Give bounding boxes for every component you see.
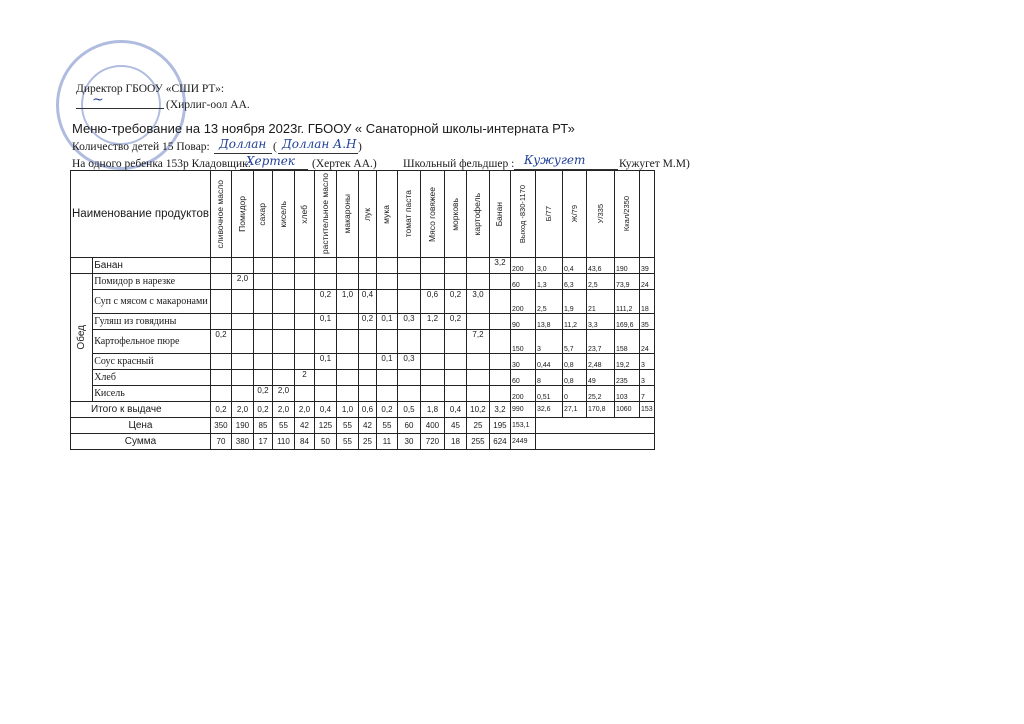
total-nutrition-cell: 153 <box>639 402 654 418</box>
product-quantity-cell <box>466 370 489 386</box>
product-quantity-cell <box>272 314 294 330</box>
nutrition-column-label: Выход -830-1170 <box>518 184 528 244</box>
nutrition-column-label: Ккал/2350 <box>622 196 632 232</box>
nutrition-value-cell: 30 <box>510 354 535 370</box>
price-value-cell: 55 <box>272 418 294 434</box>
product-quantity-cell <box>231 330 253 354</box>
nutrition-column-header <box>510 171 535 258</box>
product-quantity-cell <box>231 370 253 386</box>
sum-value-cell: 55 <box>336 434 358 450</box>
product-column-label: морковь <box>449 197 460 231</box>
product-column-label: Банан <box>494 201 505 227</box>
product-quantity-cell <box>231 258 253 274</box>
row-spacer-cell <box>71 258 93 274</box>
product-quantity-cell <box>253 370 272 386</box>
product-quantity-cell <box>314 258 336 274</box>
nutrition-value-cell: 90 <box>510 314 535 330</box>
sum-value-cell: 255 <box>466 434 489 450</box>
nutrition-value-cell: 24 <box>639 274 654 290</box>
dish-name: Соус красный <box>93 354 211 370</box>
nutrition-value-cell: 0,8 <box>562 370 586 386</box>
product-column-label: томат паста <box>403 190 414 238</box>
nutrition-column-header <box>562 171 586 258</box>
table-row <box>71 274 655 290</box>
product-column-label: макароны <box>341 194 352 234</box>
product-quantity-cell <box>420 258 444 274</box>
price-value-cell: 400 <box>420 418 444 434</box>
product-quantity-cell <box>210 290 231 314</box>
dish-name: Хлеб <box>93 370 211 386</box>
nutrition-value-cell: 43,6 <box>586 258 614 274</box>
nutrition-value-cell: 111,2 <box>614 290 639 314</box>
menu-table <box>70 170 655 450</box>
product-column-label: хлеб <box>298 204 309 224</box>
product-quantity-cell <box>294 290 314 314</box>
page-title: Меню-требование на 13 ноября 2023г. ГБООУ « Санаторной школы-интерната РТ» <box>72 121 575 136</box>
product-quantity-cell <box>231 386 253 402</box>
product-quantity-cell <box>294 354 314 370</box>
nutrition-column-header <box>535 171 562 258</box>
product-column-label: сливочное масло <box>215 179 226 249</box>
sum-value-cell: 720 <box>420 434 444 450</box>
nutrition-value-cell: 24 <box>639 330 654 354</box>
sum-row <box>71 434 655 450</box>
product-quantity-cell <box>336 314 358 330</box>
product-quantity-cell <box>358 330 376 354</box>
product-quantity-cell <box>420 274 444 290</box>
price-value-cell: 60 <box>397 418 420 434</box>
price-value-cell: 42 <box>294 418 314 434</box>
product-column-header <box>444 171 466 258</box>
product-quantity-cell <box>358 258 376 274</box>
nutrition-value-cell: 60 <box>510 370 535 386</box>
price-value-cell: 85 <box>253 418 272 434</box>
product-quantity-cell <box>358 370 376 386</box>
nutrition-column-label: У/335 <box>595 204 605 224</box>
total-nutrition-cell: 32,6 <box>535 402 562 418</box>
nutrition-value-cell: 35 <box>639 314 654 330</box>
nutrition-column-header <box>614 171 639 258</box>
product-quantity-cell: 0,3 <box>397 314 420 330</box>
sum-extra-cell: 2449 <box>510 434 535 450</box>
price-empty-cell <box>535 418 654 434</box>
product-quantity-cell <box>314 370 336 386</box>
price-value-cell: 190 <box>231 418 253 434</box>
nutrition-value-cell: 200 <box>510 258 535 274</box>
product-quantity-cell <box>466 258 489 274</box>
dish-name: Банан <box>93 258 211 274</box>
sum-value-cell: 25 <box>358 434 376 450</box>
nutrition-value-cell: 158 <box>614 330 639 354</box>
table-row <box>71 290 655 314</box>
price-value-cell: 55 <box>376 418 397 434</box>
product-quantity-cell <box>272 258 294 274</box>
product-quantity-cell: 0,2 <box>444 314 466 330</box>
price-label: Цена <box>71 418 211 434</box>
nutrition-column-label: Ж/79 <box>569 205 579 223</box>
product-column-header <box>397 171 420 258</box>
nutrition-value-cell: 3,0 <box>535 258 562 274</box>
product-quantity-cell <box>397 258 420 274</box>
nutrition-value-cell: 11,2 <box>562 314 586 330</box>
dish-name: Картофельное пюре <box>93 330 211 354</box>
product-quantity-cell <box>358 354 376 370</box>
nutrition-value-cell: 0,4 <box>562 258 586 274</box>
product-column-header <box>466 171 489 258</box>
price-value-cell: 45 <box>444 418 466 434</box>
nutrition-value-cell: 19,2 <box>614 354 639 370</box>
product-quantity-cell <box>376 274 397 290</box>
nutrition-value-cell: 8 <box>535 370 562 386</box>
nutrition-value-cell: 2,5 <box>586 274 614 290</box>
total-label: Итого к выдаче <box>71 402 211 418</box>
sum-value-cell: 30 <box>397 434 420 450</box>
per-child-label: На одного ребенка 153р Кладовщик: <box>72 158 251 170</box>
product-quantity-cell: 2,0 <box>231 274 253 290</box>
nutrition-value-cell: 13,8 <box>535 314 562 330</box>
product-quantity-cell <box>397 290 420 314</box>
product-quantity-cell <box>466 314 489 330</box>
product-quantity-cell: 0,2 <box>444 290 466 314</box>
sum-label: Сумма <box>71 434 211 450</box>
price-row <box>71 418 655 434</box>
product-quantity-cell <box>314 330 336 354</box>
sum-value-cell: 624 <box>489 434 510 450</box>
product-quantity-cell <box>420 354 444 370</box>
medic-name: Кужугет М.М) <box>619 158 690 170</box>
nutrition-value-cell: 1,9 <box>562 290 586 314</box>
total-value-cell: 0,2 <box>253 402 272 418</box>
product-column-header <box>489 171 510 258</box>
product-column-header <box>253 171 272 258</box>
nutrition-column-header <box>586 171 614 258</box>
product-quantity-cell <box>210 258 231 274</box>
total-value-cell: 0,4 <box>314 402 336 418</box>
price-value-cell: 55 <box>336 418 358 434</box>
nutrition-value-cell: 39 <box>639 258 654 274</box>
table-row <box>71 258 655 274</box>
nutrition-value-cell: 5,7 <box>562 330 586 354</box>
product-quantity-cell <box>376 386 397 402</box>
product-quantity-cell: 1,2 <box>420 314 444 330</box>
product-quantity-cell: 0,4 <box>358 290 376 314</box>
price-value-cell: 42 <box>358 418 376 434</box>
total-value-cell: 0,4 <box>444 402 466 418</box>
sum-value-cell: 17 <box>253 434 272 450</box>
product-column-label: мука <box>381 204 392 224</box>
product-column-label: растительное масло <box>319 173 330 255</box>
product-quantity-cell: 0,2 <box>314 290 336 314</box>
director-signature-line <box>76 108 164 109</box>
product-quantity-cell: 0,1 <box>376 354 397 370</box>
children-count-label: Количество детей 15 Повар: <box>72 141 210 153</box>
product-column-header <box>358 171 376 258</box>
storekeeper-name: (Хертек АА.) <box>312 158 377 170</box>
director-signature: ~ <box>92 92 104 108</box>
product-quantity-cell <box>444 370 466 386</box>
nutrition-value-cell: 7 <box>639 386 654 402</box>
product-quantity-cell <box>489 290 510 314</box>
product-quantity-cell <box>253 330 272 354</box>
sum-value-cell: 70 <box>210 434 231 450</box>
nutrition-value-cell: 2,5 <box>535 290 562 314</box>
product-column-header <box>314 171 336 258</box>
nutrition-value-cell: 2,48 <box>586 354 614 370</box>
product-quantity-cell <box>294 386 314 402</box>
product-quantity-cell: 7,2 <box>466 330 489 354</box>
medic-signature: Кужугет <box>524 153 586 167</box>
product-quantity-cell <box>376 370 397 386</box>
nutrition-column-header <box>639 171 654 258</box>
nutrition-value-cell: 190 <box>614 258 639 274</box>
product-quantity-cell <box>376 330 397 354</box>
total-row <box>71 402 655 418</box>
price-value-cell: 195 <box>489 418 510 434</box>
product-quantity-cell <box>420 370 444 386</box>
product-quantity-cell <box>253 258 272 274</box>
total-nutrition-cell: 27,1 <box>562 402 586 418</box>
sum-value-cell: 110 <box>272 434 294 450</box>
product-quantity-cell <box>489 370 510 386</box>
table-row <box>71 314 655 330</box>
product-quantity-cell <box>210 386 231 402</box>
name-header: Наименование продуктов <box>71 171 211 258</box>
total-value-cell: 2,0 <box>294 402 314 418</box>
product-quantity-cell <box>210 370 231 386</box>
product-column-label: картофель <box>472 192 483 236</box>
sum-value-cell: 50 <box>314 434 336 450</box>
product-quantity-cell <box>466 354 489 370</box>
product-quantity-cell <box>489 386 510 402</box>
sum-value-cell: 84 <box>294 434 314 450</box>
nutrition-value-cell: 60 <box>510 274 535 290</box>
product-quantity-cell <box>314 386 336 402</box>
total-nutrition-cell: 170,8 <box>586 402 614 418</box>
product-quantity-cell <box>444 258 466 274</box>
product-quantity-cell <box>272 370 294 386</box>
product-quantity-cell <box>336 354 358 370</box>
nutrition-value-cell: 0 <box>562 386 586 402</box>
table-row <box>71 330 655 354</box>
nutrition-value-cell: 23,7 <box>586 330 614 354</box>
dish-name: Гуляш из говядины <box>93 314 211 330</box>
product-quantity-cell <box>376 290 397 314</box>
product-column-header <box>294 171 314 258</box>
product-quantity-cell <box>397 274 420 290</box>
product-quantity-cell <box>272 274 294 290</box>
nutrition-column-label: Б/77 <box>544 206 554 222</box>
product-quantity-cell: 0,1 <box>314 354 336 370</box>
total-value-cell: 0,2 <box>210 402 231 418</box>
product-quantity-cell <box>210 274 231 290</box>
product-column-header <box>272 171 294 258</box>
meal-label: Обед <box>76 325 88 350</box>
nutrition-value-cell: 6,3 <box>562 274 586 290</box>
table-row <box>71 386 655 402</box>
nutrition-value-cell: 3 <box>639 354 654 370</box>
product-quantity-cell <box>294 330 314 354</box>
total-nutrition-cell: 990 <box>510 402 535 418</box>
product-quantity-cell <box>358 386 376 402</box>
product-quantity-cell <box>294 258 314 274</box>
price-value-cell: 25 <box>466 418 489 434</box>
product-quantity-cell <box>397 330 420 354</box>
product-column-label: лук <box>361 207 372 221</box>
product-quantity-cell <box>336 330 358 354</box>
sum-value-cell: 380 <box>231 434 253 450</box>
nutrition-value-cell: 103 <box>614 386 639 402</box>
nutrition-value-cell: 21 <box>586 290 614 314</box>
product-column-label: кисель <box>277 200 288 228</box>
product-column-header <box>336 171 358 258</box>
director-title: Директор ГБООУ «СШИ РТ»: <box>76 83 225 95</box>
product-quantity-cell <box>489 314 510 330</box>
total-value-cell: 2,0 <box>272 402 294 418</box>
product-column-header <box>376 171 397 258</box>
total-value-cell: 0,5 <box>397 402 420 418</box>
product-quantity-cell <box>489 274 510 290</box>
product-quantity-cell <box>294 274 314 290</box>
product-quantity-cell <box>336 274 358 290</box>
product-quantity-cell <box>210 314 231 330</box>
product-quantity-cell: 0,1 <box>314 314 336 330</box>
product-quantity-cell: 0,2 <box>253 386 272 402</box>
nutrition-value-cell: 150 <box>510 330 535 354</box>
product-quantity-cell <box>272 330 294 354</box>
price-extra-cell: 153,1 <box>510 418 535 434</box>
storekeeper-signature: Хертек <box>246 154 295 168</box>
product-quantity-cell: 0,6 <box>420 290 444 314</box>
product-quantity-cell <box>444 354 466 370</box>
product-quantity-cell: 0,2 <box>210 330 231 354</box>
product-quantity-cell <box>253 354 272 370</box>
product-quantity-cell: 3,2 <box>489 258 510 274</box>
nutrition-value-cell: 0,51 <box>535 386 562 402</box>
product-quantity-cell <box>376 258 397 274</box>
sum-value-cell: 18 <box>444 434 466 450</box>
dish-name: Суп с мясом с макаронами <box>93 290 211 314</box>
cook-signature: Доллан <box>219 137 267 151</box>
product-quantity-cell <box>397 386 420 402</box>
product-quantity-cell <box>272 354 294 370</box>
dish-name: Помидор в нарезке <box>93 274 211 290</box>
product-column-label: сахар <box>257 202 268 226</box>
product-quantity-cell <box>444 386 466 402</box>
product-quantity-cell <box>420 386 444 402</box>
product-quantity-cell <box>253 290 272 314</box>
product-quantity-cell <box>231 354 253 370</box>
product-quantity-cell <box>314 274 336 290</box>
product-quantity-cell <box>466 386 489 402</box>
product-column-label: Мясо говяжее <box>426 186 437 242</box>
product-quantity-cell <box>420 330 444 354</box>
nutrition-value-cell: 18 <box>639 290 654 314</box>
product-column-header <box>210 171 231 258</box>
price-value-cell: 125 <box>314 418 336 434</box>
product-quantity-cell: 0,1 <box>376 314 397 330</box>
nutrition-value-cell: 0,8 <box>562 354 586 370</box>
product-quantity-cell: 0,2 <box>358 314 376 330</box>
product-quantity-cell <box>210 354 231 370</box>
nutrition-value-cell: 73,9 <box>614 274 639 290</box>
table-row <box>71 354 655 370</box>
product-quantity-cell <box>336 370 358 386</box>
meal-label-cell <box>71 274 93 402</box>
dish-name: Кисель <box>93 386 211 402</box>
product-quantity-cell <box>397 370 420 386</box>
product-column-label: Помидор <box>236 196 247 232</box>
total-value-cell: 3,2 <box>489 402 510 418</box>
cook-name-signature: Доллан А.Н <box>282 137 357 151</box>
nutrition-value-cell: 1,3 <box>535 274 562 290</box>
product-quantity-cell <box>272 290 294 314</box>
nutrition-value-cell: 200 <box>510 386 535 402</box>
nutrition-value-cell: 200 <box>510 290 535 314</box>
product-quantity-cell <box>489 354 510 370</box>
product-column-header <box>420 171 444 258</box>
product-quantity-cell <box>231 314 253 330</box>
nutrition-value-cell: 3,3 <box>586 314 614 330</box>
total-value-cell: 1,8 <box>420 402 444 418</box>
nutrition-value-cell: 0,44 <box>535 354 562 370</box>
product-quantity-cell <box>336 258 358 274</box>
total-value-cell: 0,6 <box>358 402 376 418</box>
product-quantity-cell <box>444 274 466 290</box>
sum-empty-cell <box>535 434 654 450</box>
product-quantity-cell: 3,0 <box>466 290 489 314</box>
nutrition-value-cell: 49 <box>586 370 614 386</box>
total-value-cell: 10,2 <box>466 402 489 418</box>
product-quantity-cell <box>253 274 272 290</box>
nutrition-value-cell: 3 <box>639 370 654 386</box>
product-column-header <box>231 171 253 258</box>
nutrition-value-cell: 3 <box>535 330 562 354</box>
product-quantity-cell <box>444 330 466 354</box>
medic-label: Школьный фельдшер : <box>403 158 515 170</box>
product-quantity-cell <box>294 314 314 330</box>
price-value-cell: 350 <box>210 418 231 434</box>
product-quantity-cell: 1,0 <box>336 290 358 314</box>
nutrition-value-cell: 169,6 <box>614 314 639 330</box>
product-quantity-cell <box>253 314 272 330</box>
total-nutrition-cell: 1060 <box>614 402 639 418</box>
sum-value-cell: 11 <box>376 434 397 450</box>
product-quantity-cell <box>336 386 358 402</box>
product-quantity-cell: 2,0 <box>272 386 294 402</box>
director-name: (Хирлиг-оол АА. <box>166 99 250 111</box>
product-quantity-cell <box>231 290 253 314</box>
product-quantity-cell: 2 <box>294 370 314 386</box>
nutrition-value-cell: 25,2 <box>586 386 614 402</box>
total-value-cell: 2,0 <box>231 402 253 418</box>
table-row <box>71 370 655 386</box>
product-quantity-cell <box>489 330 510 354</box>
product-quantity-cell: 0,3 <box>397 354 420 370</box>
nutrition-value-cell: 235 <box>614 370 639 386</box>
total-value-cell: 0,2 <box>376 402 397 418</box>
product-quantity-cell <box>358 274 376 290</box>
product-quantity-cell <box>466 274 489 290</box>
table-header-row <box>71 171 655 258</box>
total-value-cell: 1,0 <box>336 402 358 418</box>
